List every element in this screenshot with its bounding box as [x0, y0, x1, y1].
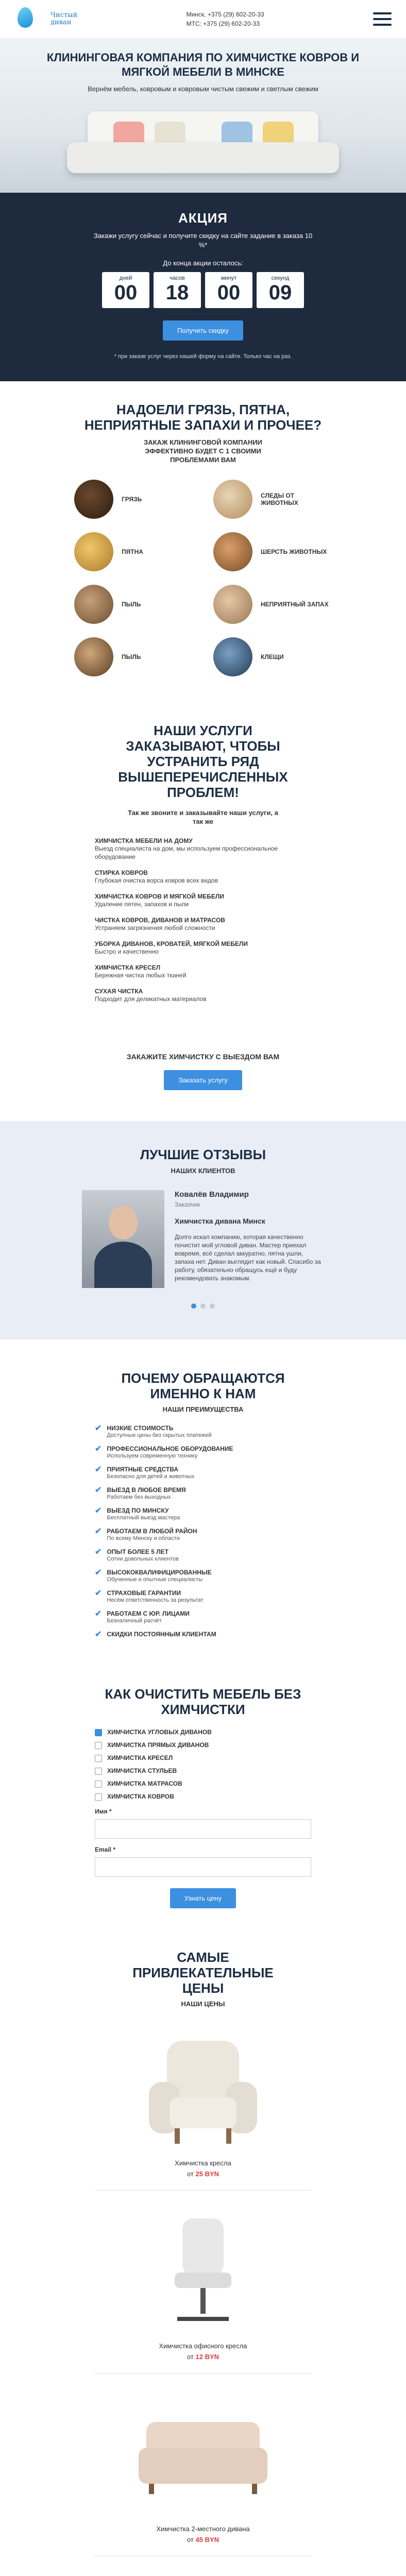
service-item: ХИМЧИСТКА КРЕСЕЛ Бережная чистка любых тканей	[95, 964, 187, 979]
promo-until: До конца акции осталось:	[163, 259, 243, 267]
email-label: Email *	[95, 1846, 116, 1853]
callout	[0, 1032, 406, 1121]
service-item: СТИРКА КОВРОВ Глубокая очистка ворса ковров всех видов	[95, 869, 218, 884]
promo-title: АКЦИЯ	[178, 210, 228, 226]
email-field[interactable]	[95, 1857, 311, 1877]
cost-option[interactable]: ХИМЧИСТКА КОВРОВ	[95, 1793, 311, 1801]
checkbox[interactable]	[95, 1755, 102, 1762]
review-text: Долго искал компанию, которая качественно почистит мой угловой диван. Мастер приехал вовремя, всё сделал аккуратно, пятна ушли, запаха нет. Диван выглядит как новый. Спасибо за работу, обязательно обращусь ещё и буду рекомендовать знакомым.	[175, 1233, 321, 1282]
callout-text: ЗАКАЖИТЕ ХИМЧИСТКУ С ВЫЕЗДОМ ВАМ	[126, 1053, 280, 1061]
get-discount-button[interactable]: Получить скидку	[163, 320, 243, 341]
product-price: от 45 BYN	[187, 2536, 219, 2544]
menu-burger-icon[interactable]	[373, 12, 392, 26]
timer-minutes: минут 00	[205, 272, 252, 308]
why-title: ПОЧЕМУ ОБРАЩАЮТСЯ ИМЕННО К НАМ	[121, 1370, 285, 1401]
problem-item: ПЫЛЬ	[74, 585, 193, 624]
advantage-item: ✔ ПРОФЕССИОНАЛЬНОЕ ОБОРУДОВАНИЕ Используем современную технику	[95, 1445, 233, 1459]
logo-line2: диван	[50, 19, 72, 26]
pager-dot[interactable]	[200, 1303, 206, 1309]
timer-seconds: секунд 09	[257, 272, 304, 308]
product-card	[21, 2208, 385, 2374]
check-icon: ✔	[95, 1548, 102, 1556]
dust-image-2	[74, 637, 113, 676]
armchair-image	[118, 2025, 288, 2154]
check-icon: ✔	[95, 1465, 102, 1474]
cost-option[interactable]: ХИМЧИСТКА УГЛОВЫХ ДИВАНОВ	[95, 1728, 311, 1736]
advantage-item: ✔ ОПЫТ БОЛЕЕ 5 ЛЕТ Сотни довольных клиентов	[95, 1548, 179, 1562]
product-name: Химчистка 2-местного дивана	[156, 2525, 250, 2533]
product-card	[21, 2574, 385, 2576]
check-icon: ✔	[95, 1568, 102, 1577]
service-item: СУХАЯ ЧИСТКА Подходит для деликатных материалов	[95, 988, 207, 1003]
service-item: ХИМЧИСТКА КОВРОВ И МЯГКОЙ МЕБЕЛИ Удаление пятен, запахов и пыли	[95, 893, 224, 908]
service-item: УБОРКА ДИВАНОВ, КРОВАТЕЙ, МЯГКОЙ МЕБЕЛИ Быстро и качественно	[95, 940, 248, 955]
check-icon: ✔	[95, 1630, 102, 1639]
product-price: от 25 BYN	[187, 2170, 219, 2178]
advantage-item: ✔ СТРАХОВЫЕ ГАРАНТИИ Несём ответственность за результат	[95, 1589, 204, 1603]
cost-options	[95, 1728, 311, 1877]
why-subtitle: НАШИ ПРЕИМУЩЕСТВА	[162, 1405, 244, 1413]
product-card	[21, 2391, 385, 2556]
services-title: НАШИ УСЛУГИ ЗАКАЗЫВАЮТ, ЧТОБЫ УСТРАНИТЬ РЯД ВЫШЕПЕРЕЧИСЛЕННЫХ ПРОБЛЕМ!	[118, 723, 288, 800]
checkbox[interactable]	[95, 1729, 102, 1736]
dust-image	[74, 585, 113, 624]
reviews-title: ЛУЧШИЕ ОТЗЫВЫ	[140, 1147, 266, 1162]
service-item: ЧИСТКА КОВРОВ, ДИВАНОВ И МАТРАСОВ Устраняем загрязнения любой сложности	[95, 917, 225, 931]
logo-line1: Чистый	[50, 11, 78, 19]
problems-grid	[74, 480, 332, 676]
sofa-2-seat-image	[118, 2391, 288, 2520]
review-pager	[21, 1303, 385, 1309]
header-phone[interactable]: МТС: +375 (29) 602-20-33	[186, 20, 260, 27]
problem-item: ШЕРСТЬ ЖИВОТНЫХ	[213, 532, 332, 571]
check-icon: ✔	[95, 1424, 102, 1433]
pet-hair-image	[213, 532, 252, 571]
advantage-item: ✔ ПРИЯТНЫЕ СРЕДСТВА Безопасно для детей и животных	[95, 1465, 195, 1480]
advantage-item: ✔ НИЗКИЕ СТОИМОСТЬ Доступные цены без скрытых платежей	[95, 1424, 212, 1438]
odor-image	[213, 585, 252, 624]
product-price: от 12 BYN	[187, 2353, 219, 2361]
header-contacts	[187, 10, 264, 28]
services-list	[95, 837, 311, 1003]
cost-section	[0, 1666, 406, 1929]
prices-section	[0, 1929, 406, 2576]
advantage-item: ✔ ВЫСОКОКВАЛИФИЦИРОВАННЫЕ Обученные и опытные специалисты	[95, 1568, 212, 1583]
pager-dot[interactable]	[191, 1303, 196, 1309]
dirt-image	[74, 480, 113, 519]
problem-item: НЕПРИЯТНЫЙ ЗАПАХ	[213, 585, 332, 624]
timer-days: дней 00	[102, 272, 149, 308]
hero	[0, 38, 406, 193]
check-icon: ✔	[95, 1506, 102, 1515]
cost-option[interactable]: ХИМЧИСТКА ПРЯМЫХ ДИВАНОВ	[95, 1741, 311, 1749]
reviewer-name: Ковалёв Владимир	[175, 1190, 249, 1199]
check-icon: ✔	[95, 1609, 102, 1618]
product-name: Химчистка кресла	[175, 2159, 231, 2167]
advantage-item: ✔ СКИДКИ ПОСТОЯННЫМ КЛИЕНТАМ	[95, 1630, 216, 1639]
prices-title: САМЫЕ ПРИВЛЕКАТЕЛЬНЫЕ ЦЕНЫ	[132, 1950, 274, 1996]
header	[0, 0, 406, 38]
check-icon: ✔	[95, 1589, 102, 1598]
why-section	[0, 1340, 406, 1666]
header-address: Минск, +375 (29) 602-20-33	[186, 11, 264, 18]
problem-item: СЛЕДЫ ОТ ЖИВОТНЫХ	[213, 480, 332, 519]
prices-subtitle: НАШИ ЦЕНЫ	[181, 2000, 225, 2008]
check-icon: ✔	[95, 1445, 102, 1453]
problems-subtitle: ЗАКАЖ КЛИНИНГОВОЙ КОМПАНИИ ЭФФЕКТИВНО БУДЕТ С 1 СВОИМИ ПРОБЛЕМАМИ ВАМ	[144, 438, 262, 464]
sofa-image	[67, 106, 339, 183]
countdown-timer	[21, 272, 385, 308]
review-title: Химчистка дивана Минск	[175, 1217, 265, 1225]
reviewer-role: Заказчик	[175, 1201, 200, 1208]
advantage-item: ✔ РАБОТАЕМ С ЮР. ЛИЦАМИ Безналичный расчёт	[95, 1609, 190, 1624]
order-service-button[interactable]: Заказать услугу	[164, 1070, 242, 1090]
reviews-section	[0, 1121, 406, 1340]
checkbox[interactable]	[95, 1793, 102, 1801]
cost-option[interactable]: ХИМЧИСТКА МАТРАСОВ	[95, 1780, 311, 1788]
logo[interactable]	[14, 6, 77, 32]
promo-section	[0, 193, 406, 381]
stains-image	[74, 532, 113, 571]
mites-image	[213, 637, 252, 676]
name-field[interactable]	[95, 1819, 311, 1839]
product-card	[21, 2025, 385, 2191]
cost-option[interactable]: ХИМЧИСТКА СТУЛЬЕВ	[95, 1767, 311, 1775]
services-lead: Так же звоните и заказывайте наши услуги, а так же	[128, 809, 278, 825]
promo-note: * при заказе услуг через нашей форму на сайте. Только час на раз.	[114, 353, 292, 360]
hero-title: КЛИНИНГОВАЯ КОМПАНИЯ ПО ХИМЧИСТКЕ КОВРОВ И МЯГКОЙ МЕБЕЛИ В МИНСКЕ	[46, 51, 360, 78]
problem-item: ПЯТНА	[74, 532, 193, 571]
hero-subtitle: Вернём мебель, ковровым и ковровым чистым свежим и светлым свежим	[88, 85, 318, 93]
problem-item: ПЫЛЬ	[74, 637, 193, 676]
get-price-button[interactable]: Узнать цену	[170, 1888, 236, 1908]
pager-dot[interactable]	[210, 1303, 215, 1309]
checkbox[interactable]	[95, 1781, 102, 1788]
office-chair-image	[118, 2208, 288, 2337]
problem-item: КЛЕЩИ	[213, 637, 332, 676]
problem-item: ГРЯЗЬ	[74, 480, 193, 519]
sofa-3-seat-image	[118, 2574, 288, 2576]
reviewer-photo	[82, 1190, 164, 1288]
advantage-item: ✔ ВЫЕЗД В ЛЮБОЕ ВРЕМЯ Работаем без выходных	[95, 1486, 186, 1500]
checkbox[interactable]	[95, 1742, 102, 1749]
problems-title: НАДОЕЛИ ГРЯЗЬ, ПЯТНА, НЕПРИЯТНЫЕ ЗАПАХИ И ПРОЧЕЕ?	[84, 402, 322, 433]
advantage-item: ✔ ВЫЕЗД ПО МИНСКУ Бесплатный выезд мастера	[95, 1506, 180, 1521]
checkbox[interactable]	[95, 1768, 102, 1775]
check-icon: ✔	[95, 1486, 102, 1495]
advantages-list	[95, 1425, 311, 1639]
service-item: ХИМЧИСТКА МЕБЕЛИ НА ДОМУ Выезд специалиста на дом, мы используем профессиональное оборудование	[95, 837, 278, 860]
name-label: Имя *	[95, 1808, 112, 1815]
timer-hours: часов 18	[154, 272, 201, 308]
pet-traces-image	[213, 480, 252, 519]
logo-drop-icon	[14, 6, 46, 32]
check-icon: ✔	[95, 1527, 102, 1536]
problems-section	[0, 381, 406, 697]
promo-text: Закажи услугу сейчас и получите скидку на сайте задание в заказа 10 %*	[93, 232, 313, 249]
review-card	[82, 1190, 324, 1288]
cost-option[interactable]: ХИМЧИСТКА КРЕСЕЛ	[95, 1754, 311, 1762]
services-section	[0, 697, 406, 1032]
reviews-subtitle: НАШИХ КЛИЕНТОВ	[171, 1167, 235, 1175]
product-name: Химчистка офисного кресла	[159, 2342, 247, 2350]
cost-title: КАК ОЧИСТИТЬ МЕБЕЛЬ БЕЗ ХИМЧИСТКИ	[105, 1686, 301, 1717]
advantage-item: ✔ РАБОТАЕМ В ЛЮБОЙ РАЙОН По всему Минску и области	[95, 1527, 197, 1541]
